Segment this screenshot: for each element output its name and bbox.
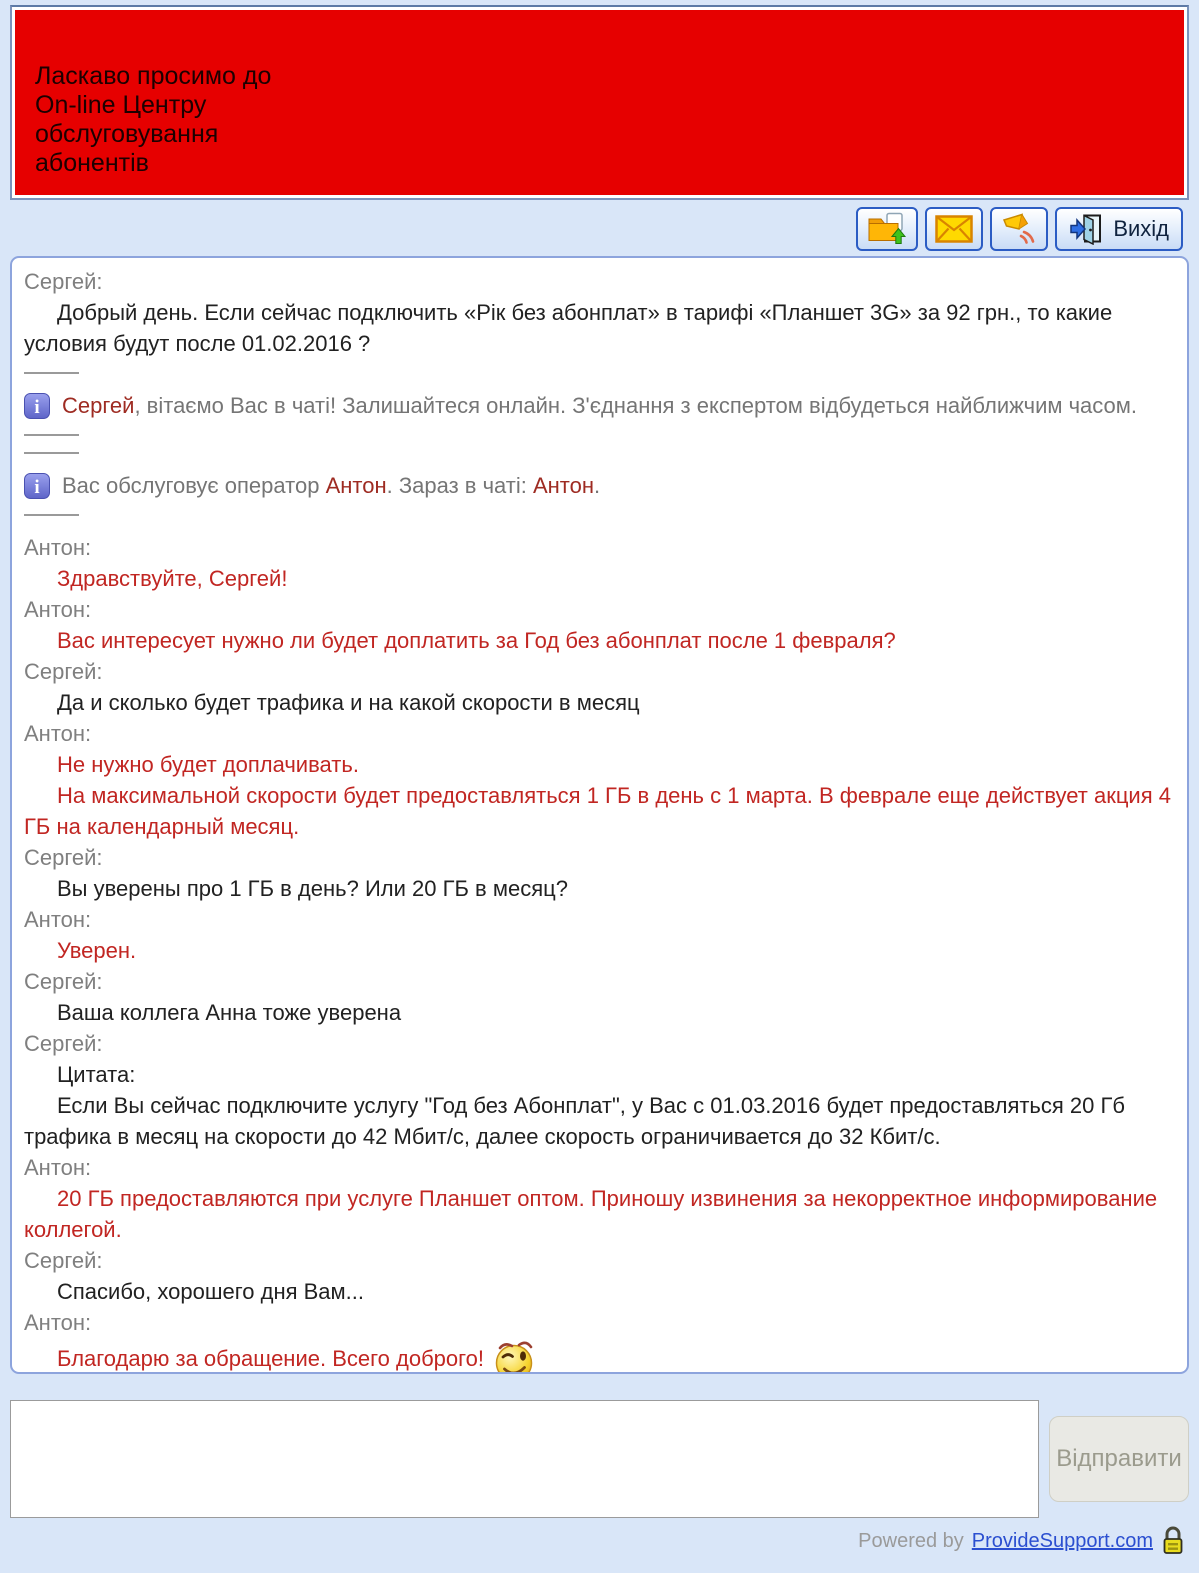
message-text: Здравствуйте, Сергей! [57, 566, 288, 591]
system-message-text: Сергей, вітаємо Вас в чаті! Залишайтеся онлайн. З'єднання з експертом відбудеться найближчим часом. [62, 393, 1138, 418]
sender-name: Антон: [24, 721, 92, 746]
sender-name: Сергей: [24, 1248, 103, 1273]
message-text: Не нужно будет доплачивать. [57, 752, 359, 777]
svg-text:i: i [34, 477, 40, 498]
chat-message [24, 1245, 1173, 1307]
exit-button[interactable] [1055, 207, 1183, 251]
chat-toolbar [0, 200, 1199, 256]
footer [10, 1526, 1185, 1556]
sender-name: Сергей: [24, 969, 103, 994]
message-text: Ваша коллега Анна тоже уверена [57, 1000, 402, 1025]
message-input[interactable] [10, 1400, 1039, 1518]
padlock-icon [1161, 1526, 1185, 1556]
chat-message [24, 594, 1173, 656]
welcome-banner [10, 5, 1189, 200]
system-message [24, 470, 1173, 501]
chat-log [10, 256, 1189, 1374]
chat-message [24, 656, 1173, 718]
banner-text-line: абонентів [35, 149, 149, 177]
chat-message [24, 842, 1173, 904]
chat-message [24, 1307, 1173, 1374]
message-text: На максимальной скорости будет предоставляться 1 ГБ в день с 1 марта. В феврале еще действует акция 4 ГБ на календарный месяц. [24, 783, 1171, 839]
send-button[interactable]: Відправити [1049, 1416, 1189, 1502]
email-transcript-icon [935, 215, 973, 243]
chat-message [24, 266, 1173, 359]
chat-message [24, 1152, 1173, 1245]
message-text: Цитата: [57, 1062, 136, 1087]
message-text: Добрый день. Если сейчас подключить «Рік без абонплат» в тарифі «Планшет 3G» за 92 грн., то какие условия будут после 01.02.2016 ? [24, 300, 1113, 356]
message-text: Вы уверены про 1 ГБ в день? Или 20 ГБ в месяц? [57, 876, 568, 901]
exit-door-icon [1069, 213, 1105, 245]
sender-name: Антон: [24, 1310, 92, 1335]
chat-message [24, 532, 1173, 594]
info-icon [24, 390, 50, 419]
sender-name: Сергей: [24, 269, 103, 294]
info-icon [24, 470, 50, 499]
sender-name: Антон: [24, 907, 92, 932]
chat-message [24, 718, 1173, 842]
banner-text-line: On-line Центру [35, 91, 207, 119]
powered-by-label: Powered by [858, 1529, 964, 1552]
sound-toggle-button[interactable] [990, 207, 1048, 251]
wink-smiley-icon [492, 1338, 538, 1374]
banner-text-line: обслуговування [35, 120, 219, 148]
chat-message [24, 1028, 1173, 1152]
svg-text:i: i [34, 397, 40, 418]
send-file-icon [866, 212, 908, 246]
message-text: Спасибо, хорошего дня Вам... [57, 1279, 365, 1304]
message-composer [10, 1400, 1189, 1518]
message-divider [24, 452, 79, 454]
message-divider [24, 372, 79, 374]
sender-name: Сергей: [24, 845, 103, 870]
message-divider [24, 434, 79, 436]
chat-message [24, 966, 1173, 1028]
message-text: Если Вы сейчас подключите услугу "Год без Абонплат", у Вас с 01.03.2016 будет предоставляться 20 Гб трафика в месяц на скорости до 42 Мбит/с, далее скорость ограничивается до 32 Кбит/с. [24, 1093, 1126, 1149]
message-text: Да и сколько будет трафика и на какой скорости в месяц [57, 690, 640, 715]
sender-name: Сергей: [24, 1031, 103, 1056]
sender-name: Антон: [24, 535, 92, 560]
message-text: 20 ГБ предоставляются при услуге Планшет оптом. Приношу извинения за некорректное информирование коллегой. [24, 1186, 1158, 1242]
sender-name: Антон: [24, 1155, 92, 1180]
chat-message [24, 904, 1173, 966]
sound-icon [1000, 212, 1038, 246]
message-divider [24, 514, 79, 516]
message-text: Уверен. [57, 938, 137, 963]
sender-name: Сергей: [24, 659, 103, 684]
welcome-banner-body [15, 10, 1184, 195]
system-message-text: Вас обслуговує оператор Антон. Зараз в чаті: Антон. [62, 473, 601, 498]
exit-button-label: Вихід [1113, 216, 1169, 241]
sender-name: Антон: [24, 597, 92, 622]
system-message [24, 390, 1173, 421]
banner-text-line: Ласкаво просимо до [35, 62, 272, 90]
email-transcript-button[interactable] [925, 207, 983, 251]
message-text: Благодарю за обращение. Всего доброго! [24, 1338, 1173, 1374]
message-text: Вас интересует нужно ли будет доплатить за Год без абонплат после 1 февраля? [57, 628, 896, 653]
send-file-button[interactable] [856, 207, 918, 251]
provide-support-link[interactable]: ProvideSupport.com [971, 1529, 1153, 1552]
